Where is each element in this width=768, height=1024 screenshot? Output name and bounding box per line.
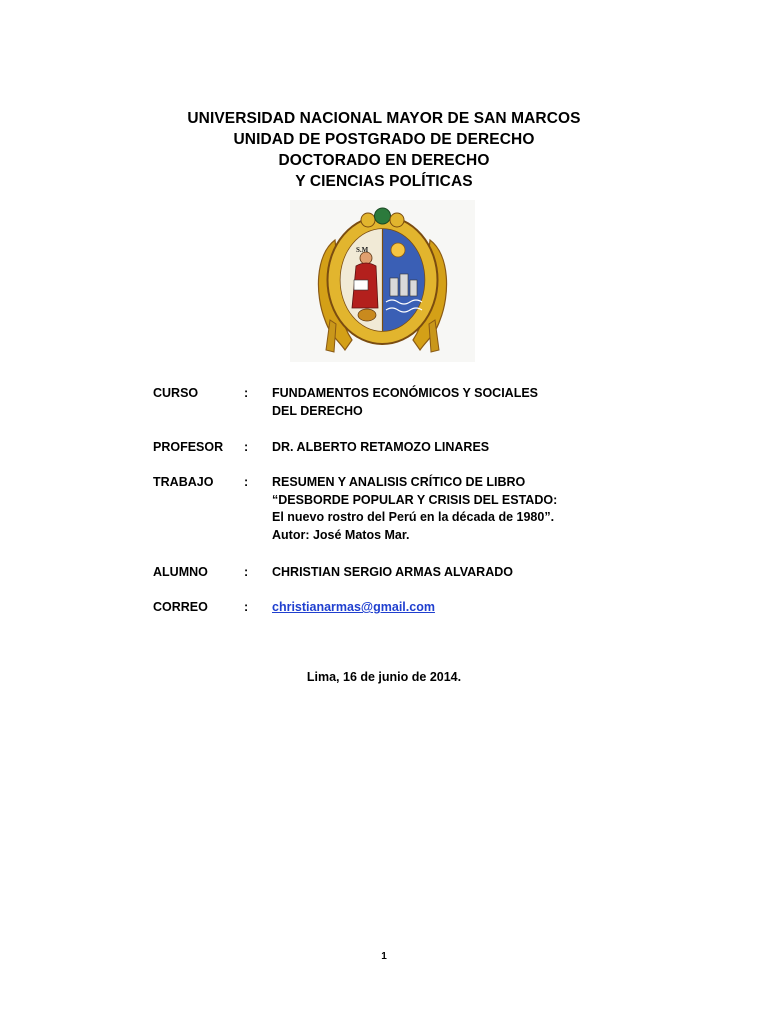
page-number: 1 — [381, 951, 387, 962]
student-label: ALUMNO — [153, 565, 208, 579]
title-block — [0, 108, 768, 192]
student-value — [272, 564, 692, 582]
assignment-value — [272, 474, 692, 544]
course-value-line: DEL DERECHO — [272, 403, 363, 418]
assignment-colon: : — [244, 475, 249, 489]
professor-name: DR. ALBERTO RETAMOZO LINARES — [272, 440, 490, 454]
assignment-line: RESUMEN Y ANALISIS CRÍTICO DE LIBRO — [272, 475, 526, 489]
assignment-line: El nuevo rostro del Perú en la década de 1980”. — [272, 510, 555, 524]
doctorate-program-continuation: Y CIENCIAS POLÍTICAS — [295, 173, 473, 190]
place-and-date: Lima, 16 de junio de 2014. — [306, 670, 462, 684]
assignment-line: Autor: José Matos Mar. — [272, 527, 410, 542]
professor-colon: : — [244, 440, 249, 454]
assignment-line: “DESBORDE POPULAR Y CRISIS DEL ESTADO: — [272, 492, 558, 507]
email-value — [272, 599, 692, 617]
professor-label: PROFESOR — [153, 440, 224, 454]
email-colon: : — [244, 600, 249, 614]
course-value-line: FUNDAMENTOS ECONÓMICOS Y SOCIALES — [272, 386, 539, 400]
doctorate-program: DOCTORADO EN DERECHO — [278, 152, 490, 169]
email-link[interactable]: christianarmas@gmail.com — [272, 600, 435, 614]
course-label: CURSO — [153, 386, 199, 400]
university-coat-of-arms-icon — [290, 200, 475, 362]
professor-value — [272, 439, 692, 457]
university-name: UNIVERSIDAD NACIONAL MAYOR DE SAN MARCOS — [187, 110, 581, 127]
postgraduate-unit: UNIDAD DE POSTGRADO DE DERECHO — [233, 131, 535, 148]
course-colon: : — [244, 386, 249, 400]
student-colon: : — [244, 565, 249, 579]
email-label: CORREO — [153, 600, 208, 614]
student-name: CHRISTIAN SERGIO ARMAS ALVARADO — [272, 565, 513, 579]
course-value — [272, 385, 692, 420]
assignment-label: TRABAJO — [153, 475, 214, 489]
crest-initials: S.M — [356, 246, 369, 254]
